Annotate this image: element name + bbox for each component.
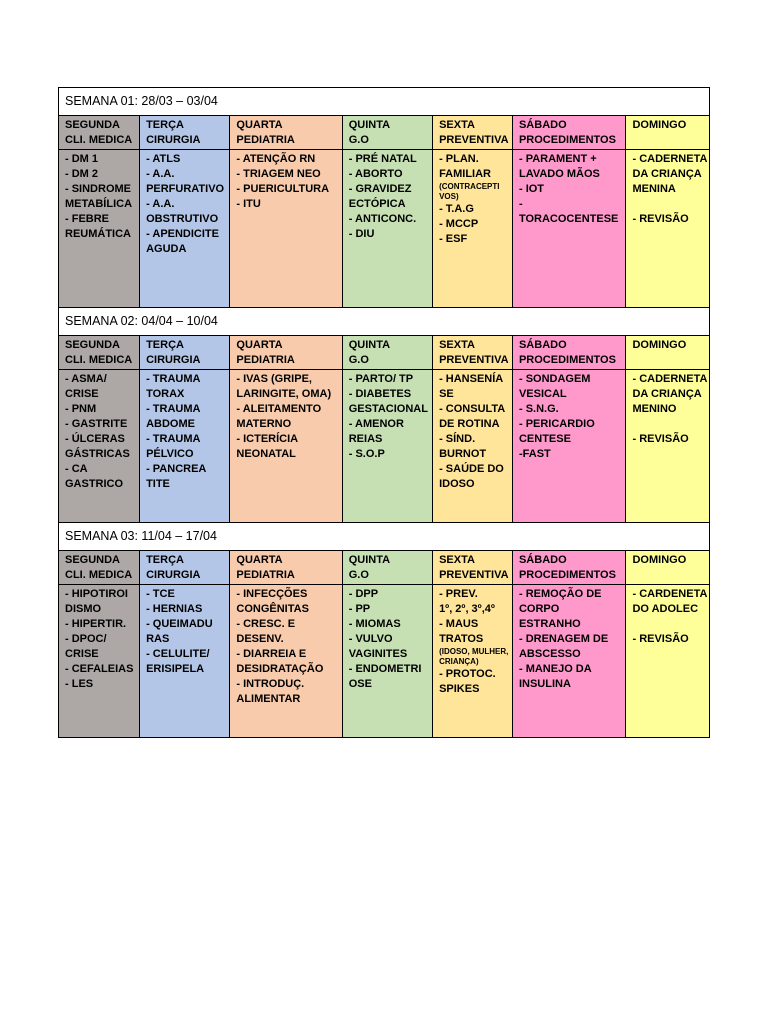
topic-line: - TRAUMA bbox=[146, 373, 201, 385]
topics-cell-sabado bbox=[512, 150, 626, 308]
topic-line: DESENV. bbox=[236, 633, 284, 645]
topic-line: - REVISÃO bbox=[632, 633, 689, 645]
week-title-row bbox=[59, 88, 710, 116]
topic-line: - CONSULTA bbox=[439, 403, 506, 415]
topic-line bbox=[632, 617, 703, 632]
topic-line: NEONATAL bbox=[236, 448, 296, 460]
topic-line: TORACOCENTESE bbox=[518, 213, 619, 225]
subject-name: CLI. MEDICA bbox=[65, 133, 133, 146]
day-header-sexta bbox=[433, 551, 513, 585]
topic-line: - PANCREA bbox=[146, 463, 207, 475]
topic-line: - ABORTO bbox=[348, 168, 403, 180]
topic-line: - ÚLCERAS bbox=[65, 433, 125, 445]
topic-line bbox=[632, 417, 703, 432]
topic-line: - DM 1 bbox=[65, 153, 98, 165]
topic-line: DA CRIANÇA bbox=[632, 388, 702, 400]
topics-cell-sexta bbox=[433, 150, 513, 308]
topic-line: GÁSTRICAS bbox=[65, 448, 130, 460]
day-name: DOMINGO bbox=[632, 339, 687, 351]
day-header-segunda bbox=[59, 551, 140, 585]
day-name: QUARTA bbox=[236, 554, 283, 566]
day-header-domingo bbox=[626, 336, 710, 370]
day-name: QUINTA bbox=[348, 119, 391, 131]
topic-line: - HIPERTIR. bbox=[65, 618, 127, 630]
topic-line: - CRESC. E bbox=[236, 618, 296, 630]
topic-line: - MAUS bbox=[439, 618, 479, 630]
day-header-quinta bbox=[342, 336, 432, 370]
topic-line: TITE bbox=[146, 478, 170, 490]
topic-line: - A.A. bbox=[146, 198, 175, 210]
topic-line: LARINGITE, OMA) bbox=[236, 388, 332, 400]
topic-line: DO ADOLEC bbox=[632, 603, 699, 615]
topic-line: - QUEIMADU bbox=[146, 618, 213, 630]
topic-line: REIAS bbox=[348, 433, 383, 445]
topic-line: - APENDICITE bbox=[146, 228, 219, 240]
day-name: SÁBADO bbox=[518, 119, 567, 131]
topic-line: - HERNIAS bbox=[146, 603, 203, 615]
topic-line: MENINA bbox=[632, 183, 676, 195]
topics-cell-domingo bbox=[626, 150, 710, 308]
topic-line: DA CRIANÇA bbox=[632, 168, 702, 180]
day-name: QUINTA bbox=[348, 554, 391, 566]
topic-line bbox=[632, 197, 703, 212]
topics-cell-domingo bbox=[626, 585, 710, 738]
topic-line: - TRIAGEM NEO bbox=[236, 168, 321, 180]
day-name: SEXTA bbox=[439, 119, 475, 131]
subject-name: PREVENTIVA bbox=[439, 568, 509, 581]
topic-line: FAMILIAR bbox=[439, 168, 492, 180]
topic-line: - ANTICONC. bbox=[348, 213, 417, 225]
topics-cell-segunda bbox=[59, 585, 140, 738]
topics-cell-segunda bbox=[59, 370, 140, 523]
topic-line: - IVAS (GRIPE, bbox=[236, 373, 312, 385]
topic-line: CRISE bbox=[65, 648, 99, 660]
topic-line: INSULINA bbox=[518, 678, 571, 690]
topics-cell-quinta bbox=[342, 370, 432, 523]
topic-line: - HIPOTIROI bbox=[65, 588, 128, 600]
day-name: SEXTA bbox=[439, 554, 475, 566]
day-header-segunda bbox=[59, 116, 140, 150]
day-header-row bbox=[59, 336, 710, 370]
topic-line: - PLAN. bbox=[439, 153, 479, 165]
topics-cell-quarta bbox=[230, 150, 342, 308]
week-title-row bbox=[59, 523, 710, 551]
topic-line: BURNOT bbox=[439, 448, 487, 460]
topic-line: - DRENAGEM DE bbox=[518, 633, 609, 645]
topic-line: - TCE bbox=[146, 588, 175, 600]
topic-line: - REVISÃO bbox=[632, 433, 689, 445]
day-header-quarta bbox=[230, 116, 342, 150]
topics-cell-domingo bbox=[626, 370, 710, 523]
topic-line: - SONDAGEM bbox=[518, 373, 591, 385]
topic-line: - ASMA/ bbox=[65, 373, 107, 385]
topic-line: ABDOME bbox=[146, 418, 195, 430]
topic-line: MENINO bbox=[632, 403, 677, 415]
day-name: TERÇA bbox=[146, 339, 184, 351]
day-header-quarta bbox=[230, 336, 342, 370]
topic-line: - MANEJO DA bbox=[518, 663, 592, 675]
subject-name: PROCEDIMENTOS bbox=[518, 568, 616, 581]
day-name: SÁBADO bbox=[518, 339, 567, 351]
topics-row bbox=[59, 150, 710, 308]
week-title: SEMANA 01: 28/03 – 03/04 bbox=[59, 88, 710, 116]
day-name: QUINTA bbox=[348, 339, 391, 351]
subject-name: CIRURGIA bbox=[146, 353, 201, 366]
subject-name: PEDIATRIA bbox=[236, 133, 295, 146]
topic-line: METABÍLICA bbox=[65, 198, 133, 210]
day-name: QUARTA bbox=[236, 119, 283, 131]
topic-line: - GRAVIDEZ bbox=[348, 183, 412, 195]
topic-line: - REVISÃO bbox=[632, 213, 689, 225]
topic-line: GASTRICO bbox=[65, 478, 124, 490]
day-header-terca bbox=[140, 116, 230, 150]
topic-line: CENTESE bbox=[518, 433, 571, 445]
topic-line: - DIABETES bbox=[348, 388, 412, 400]
topic-line: - ENDOMETRI bbox=[348, 663, 422, 675]
day-header-row bbox=[59, 551, 710, 585]
subject-name: PEDIATRIA bbox=[236, 568, 295, 581]
day-header-domingo bbox=[626, 116, 710, 150]
topic-line: - FEBRE bbox=[65, 213, 109, 225]
topics-cell-terca bbox=[140, 370, 230, 523]
topic-line: - GASTRITE bbox=[65, 418, 128, 430]
topics-cell-sexta bbox=[433, 370, 513, 523]
topic-line: - DPP bbox=[348, 588, 379, 600]
topic-line: SE bbox=[439, 388, 454, 400]
day-header-sexta bbox=[433, 336, 513, 370]
topic-line: - ATENÇÃO RN bbox=[236, 153, 316, 165]
topics-cell-terca bbox=[140, 585, 230, 738]
day-name: SEXTA bbox=[439, 339, 475, 351]
topic-line: LAVADO MÃOS bbox=[518, 168, 600, 180]
topic-line: - T.A.G bbox=[439, 203, 474, 215]
schedule-table bbox=[58, 87, 710, 738]
topic-line: TORAX bbox=[146, 388, 185, 400]
topic-line: OSE bbox=[348, 678, 372, 690]
subject-name: PEDIATRIA bbox=[236, 353, 295, 366]
topic-line: - CADERNETA bbox=[632, 373, 708, 385]
topic-line: - DPOC/ bbox=[65, 633, 107, 645]
topic-line: - VULVO bbox=[348, 633, 393, 645]
topic-line: - INTRODUÇ. bbox=[236, 678, 305, 690]
topic-line: - TRAUMA bbox=[146, 403, 201, 415]
day-header-quinta bbox=[342, 551, 432, 585]
topic-line: - CARDENETA bbox=[632, 588, 708, 600]
topic-line: 1º, 2º, 3º,4º bbox=[439, 603, 495, 615]
day-header-terca bbox=[140, 336, 230, 370]
topic-line: IDOSO bbox=[439, 478, 475, 490]
day-header-sexta bbox=[433, 116, 513, 150]
topic-line: TRATOS bbox=[439, 633, 484, 645]
topics-cell-quinta bbox=[342, 585, 432, 738]
day-header-quinta bbox=[342, 116, 432, 150]
topic-line: - PUERICULTURA bbox=[236, 183, 330, 195]
topic-line: DESIDRATAÇÃO bbox=[236, 663, 324, 675]
subject-name: CLI. MEDICA bbox=[65, 568, 133, 581]
day-header-quarta bbox=[230, 551, 342, 585]
topic-line: ESTRANHO bbox=[518, 618, 581, 630]
topics-cell-sabado bbox=[512, 585, 626, 738]
topic-line: - SAÚDE DO bbox=[439, 463, 504, 475]
day-name: DOMINGO bbox=[632, 119, 687, 131]
topic-line: - PRÉ NATAL bbox=[348, 153, 417, 165]
topic-line: - INFECÇÕES bbox=[236, 588, 308, 600]
topic-line: CORPO bbox=[518, 603, 560, 615]
week-title-row bbox=[59, 308, 710, 336]
topic-line: - REMOÇÃO DE bbox=[518, 588, 602, 600]
subject-name: PREVENTIVA bbox=[439, 133, 509, 146]
topic-line: - MIOMAS bbox=[348, 618, 401, 630]
topic-line: - bbox=[518, 198, 523, 210]
subject-name: G.O bbox=[348, 568, 369, 581]
subject-name: CIRURGIA bbox=[146, 568, 201, 581]
topic-line: - PARTO/ TP bbox=[348, 373, 414, 385]
topic-line: -FAST bbox=[518, 448, 551, 460]
week-title: SEMANA 03: 11/04 – 17/04 bbox=[59, 523, 710, 551]
subject-name: PREVENTIVA bbox=[439, 353, 509, 366]
topic-line: - ESF bbox=[439, 233, 468, 245]
topics-row bbox=[59, 370, 710, 523]
day-name: SEGUNDA bbox=[65, 119, 121, 131]
topics-row bbox=[59, 585, 710, 738]
topic-line: - S.O.P bbox=[348, 448, 385, 460]
topic-line: - SÍND. bbox=[439, 433, 476, 445]
topic-line: DE ROTINA bbox=[439, 418, 500, 430]
topic-line: - PREV. bbox=[439, 588, 478, 600]
day-name: SÁBADO bbox=[518, 554, 567, 566]
subject-name: CLI. MEDICA bbox=[65, 353, 133, 366]
topic-line: VESICAL bbox=[518, 388, 567, 400]
topics-cell-terca bbox=[140, 150, 230, 308]
topic-line: CONGÊNITAS bbox=[236, 603, 309, 615]
topic-line: - HANSENÍA bbox=[439, 373, 504, 385]
topic-line: - ALEITAMENTO bbox=[236, 403, 322, 415]
topic-line: VAGINITES bbox=[348, 648, 408, 660]
topic-line: PÉLVICO bbox=[146, 448, 194, 460]
topic-line: DISMO bbox=[65, 603, 102, 615]
topic-line: CRIANÇA) bbox=[439, 657, 479, 666]
topics-cell-sabado bbox=[512, 370, 626, 523]
subject-name: G.O bbox=[348, 133, 369, 146]
subject-name: PROCEDIMENTOS bbox=[518, 133, 616, 146]
subject-name: G.O bbox=[348, 353, 369, 366]
topic-line: VOS) bbox=[439, 192, 459, 201]
day-name: DOMINGO bbox=[632, 554, 687, 566]
topic-line: (CONTRACEPTI bbox=[439, 182, 500, 191]
topic-line: ALIMENTAR bbox=[236, 693, 301, 705]
day-name: TERÇA bbox=[146, 554, 184, 566]
topic-line: - S.N.G. bbox=[518, 403, 559, 415]
week-title: SEMANA 02: 04/04 – 10/04 bbox=[59, 308, 710, 336]
topic-line: - ICTERÍCIA bbox=[236, 433, 299, 445]
day-name: SEGUNDA bbox=[65, 339, 121, 351]
topic-line: ECTÓPICA bbox=[348, 198, 406, 210]
topic-line: SPIKES bbox=[439, 683, 480, 695]
topic-line: - AMENOR bbox=[348, 418, 404, 430]
topic-line: AGUDA bbox=[146, 243, 187, 255]
day-name: QUARTA bbox=[236, 339, 283, 351]
topic-line: - PP bbox=[348, 603, 371, 615]
topic-line: OBSTRUTIVO bbox=[146, 213, 219, 225]
topics-cell-segunda bbox=[59, 150, 140, 308]
day-header-sabado bbox=[512, 551, 626, 585]
day-header-segunda bbox=[59, 336, 140, 370]
day-header-row bbox=[59, 116, 710, 150]
subject-name: CIRURGIA bbox=[146, 133, 201, 146]
topic-line: - CADERNETA bbox=[632, 153, 708, 165]
topic-line: CRISE bbox=[65, 388, 99, 400]
day-name: TERÇA bbox=[146, 119, 184, 131]
topic-line: - PARAMENT + bbox=[518, 153, 597, 165]
day-name: SEGUNDA bbox=[65, 554, 121, 566]
topic-line: - MCCP bbox=[439, 218, 479, 230]
topic-line: - PERICARDIO bbox=[518, 418, 595, 430]
topics-cell-quinta bbox=[342, 150, 432, 308]
subject-name: PROCEDIMENTOS bbox=[518, 353, 616, 366]
topic-line: - ATLS bbox=[146, 153, 181, 165]
topic-line: - CA bbox=[65, 463, 88, 475]
day-header-terca bbox=[140, 551, 230, 585]
day-header-domingo bbox=[626, 551, 710, 585]
topic-line: - IOT bbox=[518, 183, 545, 195]
topic-line: - ITU bbox=[236, 198, 261, 210]
topic-line: GESTACIONAL bbox=[348, 403, 428, 415]
topics-cell-sexta bbox=[433, 585, 513, 738]
topics-cell-quarta bbox=[230, 585, 342, 738]
topics-cell-quarta bbox=[230, 370, 342, 523]
topic-line: PERFURATIVO bbox=[146, 183, 225, 195]
topic-line: - DIARREIA E bbox=[236, 648, 307, 660]
topic-line: - CEFALEIAS bbox=[65, 663, 134, 675]
topic-line: MATERNO bbox=[236, 418, 292, 430]
topic-line: - DIU bbox=[348, 228, 375, 240]
topic-line: - TRAUMA bbox=[146, 433, 201, 445]
topic-line: - LES bbox=[65, 678, 94, 690]
topic-line: ERISIPELA bbox=[146, 663, 205, 675]
topic-line: - PNM bbox=[65, 403, 97, 415]
topic-line: - A.A. bbox=[146, 168, 175, 180]
topic-line: ABSCESSO bbox=[518, 648, 581, 660]
topic-line: - CELULITE/ bbox=[146, 648, 210, 660]
topic-line: - PROTOC. bbox=[439, 668, 496, 680]
topic-line: RAS bbox=[146, 633, 170, 645]
topic-line: - DM 2 bbox=[65, 168, 98, 180]
topic-line: - SINDROME bbox=[65, 183, 131, 195]
day-header-sabado bbox=[512, 116, 626, 150]
topic-line: (IDOSO, MULHER, bbox=[439, 647, 509, 656]
topic-line: REUMÁTICA bbox=[65, 228, 131, 240]
day-header-sabado bbox=[512, 336, 626, 370]
